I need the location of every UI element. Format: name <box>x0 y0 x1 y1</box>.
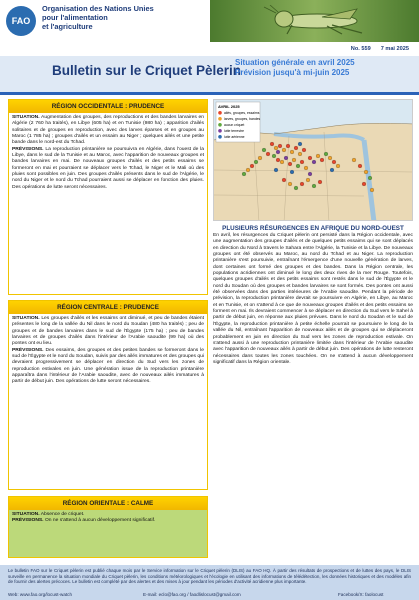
east-prevision-label: PRÉVISIONS. <box>12 518 44 524</box>
bulletin-subtitle <box>235 58 355 77</box>
locust-situation-map <box>213 99 413 221</box>
map-report-marker <box>296 164 300 168</box>
map-legend-label: aucun criquet <box>224 123 245 127</box>
map-report-marker <box>300 160 304 164</box>
map-report-marker <box>302 148 306 152</box>
map-report-marker <box>306 178 310 182</box>
central-region-body <box>9 314 207 386</box>
map-report-marker <box>328 156 332 160</box>
map-legend-label: ailés, groupes, essaims <box>224 111 260 115</box>
central-prevision-label: PRÉVISIONS. <box>12 347 44 353</box>
map-legend-swatch <box>218 135 222 139</box>
map-report-marker <box>298 142 302 146</box>
page-header <box>0 0 419 102</box>
map-report-marker <box>290 170 294 174</box>
map-report-marker <box>318 180 322 184</box>
map-report-marker <box>308 156 312 160</box>
header-divider <box>0 92 419 95</box>
map-legend-title: AVRIL 2025 <box>218 104 240 109</box>
map-report-marker <box>332 160 336 164</box>
map-report-marker <box>364 170 368 174</box>
map-report-marker <box>316 154 320 158</box>
map-report-marker <box>368 176 372 180</box>
map-legend-swatch <box>218 117 222 121</box>
map-report-marker <box>274 146 278 150</box>
east-prevision-text: On ne s'attend à aucun développement significatif. <box>44 518 156 524</box>
map-legend-swatch <box>218 129 222 133</box>
eastern-region-body <box>9 510 207 557</box>
central-prevision-text: Des essaims, des groupes et des petites bandes se formeront dans le sud de l'Égypte et le nord du Soudan, suivis par des ailés immatures et des groupes qui devraient progressivement se déplacer en direction du Sud vers les zones de reproduction estivales en juin. Une génération issue de la reproduction printanière apparaîtra dans l'intérieur de l'Arabie saoudite, avec de nouveaux ailés immatures à partir de début juin. Des opérations de lutte seront nécessaires. <box>12 347 204 385</box>
bulletin-title: Bulletin sur le Criquet Pèlerin <box>52 63 242 78</box>
east-situation-text: Absence de criquet. <box>40 512 85 517</box>
map-report-marker <box>330 168 334 172</box>
map-report-marker <box>250 164 254 168</box>
footer-description: Le bulletin FAO sur le Criquet pèlerin est publié chaque mois par le Service information sur le Criquet pèlerin (DLIS) au FAO HQ. À partir des résultats de prospections et de luttes des pays, le DLIS surveille en permanence la situation mondiale du Criquet pèlerin, les conditions météorologiques et l'écologie en utilisant des informations de télédétection, les données historiques et des modèles afin de fournir des alertes précoces. Le bulletin est complété par des alertes et des mises à jour pendant les périodes d'activité acridienne plus importante. <box>8 568 411 585</box>
footer-email-link[interactable]: E-mail: eclo@fao.org / faodlislocust@gmail.com <box>143 592 241 597</box>
map-report-marker <box>362 182 366 186</box>
map-report-marker <box>304 166 308 170</box>
map-report-marker <box>312 160 316 164</box>
map-report-marker <box>298 152 302 156</box>
west-prevision-label: PRÉVISIONS. <box>12 146 44 152</box>
west-situation-text: Augmentation des groupes, des reproductions et des bandes larvaires en Algérie (2 760 ha traités), en Libye (605 ha) et en Tunisie (980 ha) ; apparition d'ailés solitaires et de groupes en reproduction, avec des larves éparses et en groupes au Maroc (1 785 ha) ; groupes d'ailés et un essaim au Niger ; quelques ailés et une petite bande dans le nord-est du Tchad. <box>12 115 204 146</box>
map-report-marker <box>280 160 284 164</box>
page-footer <box>0 565 419 600</box>
map-report-marker <box>292 158 296 162</box>
map-report-marker <box>370 188 374 192</box>
map-report-marker <box>300 182 304 186</box>
general-situation-text: En avril, les résurgences du Criquet pèlerin ont persisté dans la Région occidentale, avec une augmentation des groupes d'ailés et de quelques petits essaims qui se sont déplacés en direction du Nord à travers le Sahara entre l'Algérie, la Tunisie et la Libye. De nouveaux groupes ont été observés au Maroc, au nord du Tchad et au Niger. La reproduction printanière s'est poursuivie, entraînant l'émergence d'une nouvelle génération de larves, dont certaines ont formé des groupes et des bandes. Dans la Région centrale, les populations acridiennes ont diminué le long des deux rives de la mer Rouge. Toutefois, quelques groupes d'ailés et des petits essaims sont restés dans le sud de l'Égypte et le nord du Soudan où des groupes et bandes larvaires se sont formés. Des pontes ont aussi été observées dans des parties intérieures de l'Arabie saoudite. Pendant la période de prévision, la reproduction printanière devrait se poursuivre en Algérie, en Libye, au Maroc et en Tunisie, et on s'attend à ce que de nouveaux groupes d'ailés et des petits essaims se forment en mai. Ils devraient commencer à se déplacer en direction du Sud vers le Sahel à partir de début juin, en réponse aux pluies prévues. Dans le nord du Soudan et le sud de l'Égypte, la reproduction printanière à petite échelle pourrait se poursuivre le long de la vallée du Nil, entraînant l'apparition de nouveaux ailés et de groupes qui se déplaceront probablement en juin en direction du Sud vers les zones de reproduction estivale. On s'attend aussi à une reproduction printanière limitée dans l'intérieur de l'Arabie saoudite avec l'apparition de nouveaux ailés à partir de début juin. Des opérations de lutte resteront nécessaires dans toutes les zones touchées. On ne s'attend à aucun développement significatif dans la Région orientale. <box>213 233 413 365</box>
map-report-marker <box>254 160 258 164</box>
map-graphic <box>214 100 413 221</box>
map-report-marker <box>278 144 282 148</box>
org-line-1: Organisation des Nations Unies <box>42 4 154 13</box>
map-report-marker <box>282 178 286 182</box>
central-situation-label: SITUATION. <box>12 316 40 321</box>
map-legend-swatch <box>218 111 222 115</box>
org-line-3: et l'agriculture <box>42 22 93 31</box>
issue-info <box>341 46 409 52</box>
map-report-marker <box>358 164 362 168</box>
western-region-box <box>8 99 208 295</box>
fao-logo-text: FAO <box>11 16 31 26</box>
map-report-marker <box>284 156 288 160</box>
issue-date: 7 mai 2025 <box>380 46 409 52</box>
footer-web-link[interactable]: Web: www.fao.org/locust-watch <box>8 592 72 597</box>
map-report-marker <box>320 158 324 162</box>
subtitle-line-1: Situation générale en avril 2025 <box>235 58 355 67</box>
map-legend-label: lutte aérienne <box>224 135 245 139</box>
western-region-heading: RÉGION OCCIDENTALE : PRUDENCE <box>9 100 207 113</box>
map-report-marker <box>276 150 280 154</box>
organisation-name <box>42 4 202 31</box>
central-region-heading: RÉGION CENTRALE : PRUDENCE <box>9 301 207 314</box>
map-report-marker <box>272 154 276 158</box>
west-situation-label: SITUATION. <box>12 115 40 120</box>
map-report-marker <box>286 144 290 148</box>
footer-facebook-link[interactable]: Facebook/X: faolocust <box>338 592 384 597</box>
map-report-marker <box>288 162 292 166</box>
map-report-marker <box>282 148 286 152</box>
west-prevision-text: La reproduction printanière se poursuivra en Algérie, dans l'ouest de la Libye, dans le sud de la Tunisie et au Maroc, avec l'apparition de nouveaux groupes et bandes larvaires en mai. De nouveaux groupes d'ailés et des petits essaims se formeront en mai et pourraient se déplacer vers le Tchad, le Niger et le Mali où des pluies sont possibles en juin. Des groupes d'ailés présents dans le sud de l'Algérie, le nord du Niger et le nord du Tchad pourraient aussi se déplacer en fonction des pluies. Des opérations de lutte seront nécessaires. <box>12 146 204 190</box>
map-report-marker <box>288 182 292 186</box>
map-report-marker <box>262 148 266 152</box>
map-caption: PLUSIEURS RÉSURGENCES EN AFRIQUE DU NORD-OUEST <box>222 225 404 232</box>
map-legend-label: lutte terrestre <box>224 129 244 133</box>
central-situation-text: Les groupes d'ailés et les essaims ont diminué, et peu de bandes étaient présentes le long de la vallée du Nil dans le nord du Soudan (480 ha traités) ; peu de groupes et de bandes larvaires dans le sud de l'Égypte (175 ha) ; peu de bandes larvaires et de groupes d'ailés dans l'intérieur de l'Arabie saoudite (99 ha) où des pontes ont eu lieu. <box>12 316 205 347</box>
org-line-2: pour l'alimentation <box>42 13 108 22</box>
issue-number: No. 559 <box>350 46 371 52</box>
eastern-region-heading: RÉGION ORIENTALE : CALME <box>9 497 207 510</box>
locust-icon <box>262 5 372 35</box>
map-report-marker <box>308 172 312 176</box>
map-report-marker <box>242 172 246 176</box>
central-region-box <box>8 300 208 490</box>
eastern-region-box <box>8 496 208 558</box>
map-report-marker <box>290 150 294 154</box>
map-report-marker <box>276 158 280 162</box>
western-region-body <box>9 113 207 191</box>
map-report-marker <box>352 158 356 162</box>
map-report-marker <box>274 168 278 172</box>
fao-logo <box>6 6 36 36</box>
map-legend-swatch <box>218 123 222 127</box>
map-report-marker <box>336 164 340 168</box>
map-report-marker <box>312 184 316 188</box>
map-report-marker <box>246 168 250 172</box>
map-report-marker <box>270 142 274 146</box>
map-report-marker <box>294 146 298 150</box>
map-report-marker <box>324 152 328 156</box>
subtitle-line-2: Prévision jusqu'à mi-juin 2025 <box>235 67 350 77</box>
map-report-marker <box>294 186 298 190</box>
map-report-marker <box>258 156 262 160</box>
map-report-marker <box>266 152 270 156</box>
map-legend-label: larves, groupes, bandes <box>224 117 261 121</box>
locust-banner-image <box>210 0 419 42</box>
east-situation-label: SITUATION. <box>12 512 40 517</box>
